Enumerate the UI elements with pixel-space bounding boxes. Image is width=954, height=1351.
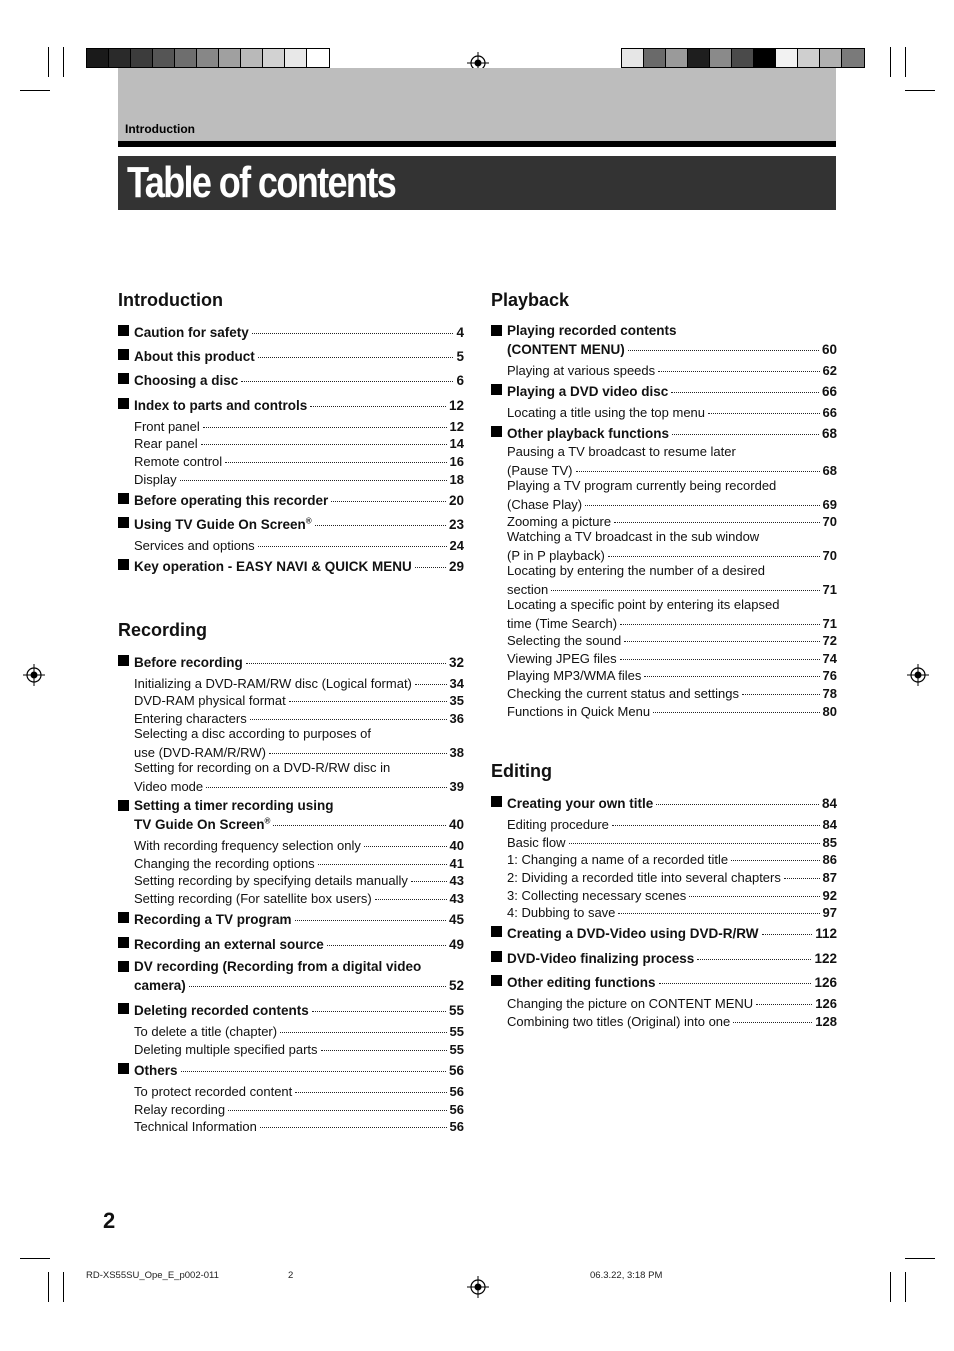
dot-leader: [327, 931, 446, 946]
toc-entry-label: Zooming a picture: [507, 514, 612, 529]
toc-entry-label-line1: Playing a TV program currently being recorded: [507, 478, 777, 493]
color-swatch: [798, 49, 820, 67]
toc-page-number: 126: [814, 975, 837, 990]
toc-main-entry[interactable]: [507, 948, 837, 967]
dot-leader: [315, 511, 446, 526]
crop-mark: [20, 90, 50, 91]
toc-sub-entry[interactable]: [507, 402, 837, 421]
toc-sub-entry[interactable]: [134, 759, 464, 795]
crop-mark: [905, 1272, 906, 1302]
color-swatch: [820, 49, 842, 67]
toc-page-number: 71: [822, 582, 837, 597]
toc-entry-label: Playing at various speeds: [507, 363, 656, 378]
dot-leader: [672, 420, 819, 435]
toc-entry-label-line1: Watching a TV broadcast in the sub window: [507, 529, 760, 544]
crop-mark: [905, 47, 906, 77]
toc-entry-label: About this product: [134, 349, 255, 364]
registration-mark-icon: [467, 1276, 489, 1298]
crop-mark: [20, 1258, 50, 1259]
toc-entry-label: Combining two titles (Original) into one: [507, 1014, 731, 1029]
dot-leader: [258, 532, 447, 547]
toc-entry-label: To protect recorded content: [134, 1084, 293, 1099]
toc-main-entry[interactable]: [134, 909, 464, 928]
toc-page-number: 97: [822, 905, 837, 920]
toc-sub-entry[interactable]: [134, 1039, 464, 1058]
dot-leader: [671, 378, 819, 393]
dot-leader: [295, 906, 446, 921]
dot-leader: [731, 846, 819, 861]
dot-leader: [620, 645, 820, 660]
dot-leader: [312, 997, 446, 1012]
toc-page-number: 40: [449, 838, 464, 853]
toc-page-number: 74: [822, 651, 837, 666]
dot-leader: [201, 430, 447, 445]
crop-mark: [48, 1272, 49, 1302]
dot-leader: [569, 829, 820, 844]
dot-leader: [784, 864, 820, 879]
color-swatch: [109, 49, 131, 67]
color-bars-right: [621, 48, 865, 68]
toc-entry-label: Deleting recorded contents: [134, 1003, 309, 1018]
toc-sub-entry[interactable]: [134, 1116, 464, 1135]
toc-page-number: 78: [822, 686, 837, 701]
toc-main-entry[interactable]: [134, 1060, 464, 1079]
toc-main-entry[interactable]: [507, 322, 837, 358]
toc-page-number: 85: [822, 835, 837, 850]
crop-mark: [63, 47, 64, 77]
dot-leader: [318, 850, 447, 865]
color-swatch: [776, 49, 798, 67]
toc-page-number: 35: [449, 693, 464, 708]
dot-leader: [585, 491, 819, 506]
dot-leader: [375, 885, 447, 900]
dot-leader: [189, 972, 446, 987]
toc-page-number: 72: [822, 633, 837, 648]
toc-page-number: 68: [822, 463, 837, 478]
registered-mark: ®: [305, 516, 312, 526]
color-swatch: [197, 49, 219, 67]
toc-page-number: 4: [456, 325, 464, 340]
toc-entry-label: Using TV Guide On Screen®: [134, 516, 312, 532]
dot-leader: [620, 610, 819, 625]
toc-page-number: 76: [822, 668, 837, 683]
dot-leader: [241, 367, 453, 382]
page-title: Table of contents: [127, 158, 396, 207]
toc-entry-label: section: [507, 582, 549, 597]
toc-entry-label: 2: Dividing a recorded title into several chapters: [507, 870, 781, 885]
dot-leader: [658, 357, 819, 372]
dot-leader: [331, 487, 446, 502]
toc-page-number: 71: [822, 616, 837, 631]
dot-leader: [411, 867, 447, 882]
toc-page-number: 36: [449, 711, 464, 726]
toc-main-entry[interactable]: [134, 490, 464, 509]
toc-entry-label: Playing a DVD video disc: [507, 384, 669, 399]
toc-entry-label: Deleting multiple specified parts: [134, 1042, 318, 1057]
toc-entry-label: Display: [134, 472, 177, 487]
toc-entry-label-line1: Selecting a disc according to purposes of: [134, 726, 372, 741]
toc-page-number: 80: [822, 704, 837, 719]
toc-entry-label: Front panel: [134, 419, 200, 434]
color-swatch: [153, 49, 175, 67]
toc-entry-label: 4: Dubbing to save: [507, 905, 616, 920]
toc-entry-label: Technical Information: [134, 1119, 257, 1134]
toc-entry-label: Caution for safety: [134, 325, 249, 340]
toc-page-number: 49: [448, 937, 464, 952]
toc-page-number: 52: [448, 978, 464, 993]
toc-page-number: 20: [448, 493, 464, 508]
toc-page-number: 87: [822, 870, 837, 885]
toc-page-number: 84: [821, 796, 837, 811]
color-swatch: [175, 49, 197, 67]
toc-entry-label: DVD-RAM physical format: [134, 693, 286, 708]
toc-entry-label: Creating a DVD-Video using DVD-R/RW: [507, 926, 759, 941]
dot-leader: [225, 448, 446, 463]
color-swatch: [263, 49, 285, 67]
crop-mark: [905, 1258, 935, 1259]
toc-entry-label: use (DVD-RAM/R/RW): [134, 745, 266, 760]
dot-leader: [280, 1018, 446, 1033]
toc-entry-label: With recording frequency selection only: [134, 838, 361, 853]
dot-leader: [310, 392, 446, 407]
toc-sub-entry[interactable]: [507, 562, 837, 598]
toc-page-number: 62: [822, 363, 837, 378]
toc-page-number: 38: [449, 745, 464, 760]
toc-page-number: 32: [448, 655, 464, 670]
color-swatch: [710, 49, 732, 67]
toc-page-number: 66: [822, 405, 837, 420]
toc-page-number: 41: [449, 856, 464, 871]
toc-page-number: 56: [449, 1119, 464, 1134]
toc-page-number: 14: [449, 436, 464, 451]
dot-leader: [273, 811, 446, 826]
toc-main-entry[interactable]: [507, 923, 837, 942]
toc-entry-label: Services and options: [134, 538, 255, 553]
dot-leader: [269, 739, 447, 754]
dot-leader: [321, 1036, 447, 1051]
dot-leader: [260, 1113, 447, 1128]
toc-sub-entry[interactable]: [134, 888, 464, 907]
color-swatch: [688, 49, 710, 67]
toc-entry-label: Viewing JPEG files: [507, 651, 617, 666]
dot-leader: [228, 1096, 446, 1111]
toc-entry-label: Rear panel: [134, 436, 198, 451]
color-swatch: [307, 49, 329, 67]
footer-date: 06.3.22, 3:18 PM: [590, 1270, 663, 1281]
dot-leader: [608, 542, 820, 557]
toc-entry-label: TV Guide On Screen®: [134, 816, 271, 832]
toc-main-entry[interactable]: [134, 652, 464, 671]
dot-leader: [206, 773, 446, 788]
toc-page-number: 43: [449, 891, 464, 906]
toc-entry-label: (Pause TV): [507, 463, 573, 478]
toc-entry-label: Initializing a DVD-RAM/RW disc (Logical format): [134, 676, 412, 691]
toc-entry-label: Recording an external source: [134, 937, 324, 952]
toc-entry-label: 3: Collecting necessary scenes: [507, 888, 687, 903]
toc-entry-label: 1: Changing a name of a recorded title: [507, 852, 729, 867]
toc-entry-label-line1: Playing recorded contents: [507, 323, 677, 338]
toc-entry-label: Entering characters: [134, 711, 247, 726]
toc-entry-label: Setting recording (For satellite box users): [134, 891, 372, 906]
toc-entry-label: DVD-Video finalizing process: [507, 951, 695, 966]
toc-entry-label: Other playback functions: [507, 426, 670, 441]
toc-entry-label-line1: Setting for recording on a DVD-R/RW disc in: [134, 760, 391, 775]
crop-mark: [890, 1272, 891, 1302]
toc-entry-label: Video mode: [134, 779, 204, 794]
toc-entry-label-line1: DV recording (Recording from a digital video: [134, 959, 422, 974]
toc-page-number: 55: [449, 1024, 464, 1039]
registration-mark-icon: [23, 664, 45, 686]
toc-sub-entry[interactable]: [507, 443, 837, 479]
color-swatch: [842, 49, 864, 67]
dot-leader: [415, 553, 446, 568]
dot-leader: [762, 920, 813, 935]
toc-page-number: 29: [448, 559, 464, 574]
toc-page-number: 56: [449, 1102, 464, 1117]
toc-entry-label: Changing the picture on CONTENT MENU: [507, 996, 754, 1011]
crop-mark: [48, 47, 49, 77]
toc-page-number: 122: [814, 951, 837, 966]
toc-main-entry[interactable]: [507, 381, 837, 400]
toc-page-number: 66: [821, 384, 837, 399]
toc-main-entry[interactable]: [134, 395, 464, 414]
toc-main-entry[interactable]: [134, 346, 464, 365]
toc-entry-label-line1: Locating a specific point by entering its elapsed: [507, 597, 780, 612]
toc-page-number: 55: [448, 1003, 464, 1018]
color-swatch: [622, 49, 644, 67]
toc-main-entry[interactable]: [507, 423, 837, 442]
heading-recording: Recording: [118, 620, 208, 640]
dot-leader: [689, 882, 819, 897]
toc-sub-entry[interactable]: [507, 701, 837, 720]
toc-entry-label: Remote control: [134, 454, 223, 469]
dot-leader: [708, 399, 820, 414]
toc-page-number: 84: [822, 817, 837, 832]
toc-page-number: 68: [821, 426, 837, 441]
toc-page-number: 86: [822, 852, 837, 867]
toc-page-number: 92: [822, 888, 837, 903]
registration-mark-icon: [907, 664, 929, 686]
dot-leader: [733, 1008, 812, 1023]
color-bars-left: [86, 48, 330, 68]
section-label: Introduction: [125, 122, 195, 136]
toc-page-number: 5: [456, 349, 464, 364]
toc-page-number: 45: [448, 912, 464, 927]
toc-page-number: 56: [448, 1063, 464, 1078]
dot-leader: [250, 705, 447, 720]
color-swatch: [87, 49, 109, 67]
dot-leader: [576, 457, 820, 472]
toc-page-number: 128: [815, 1014, 837, 1029]
toc-entry-label-line1: Setting a timer recording using: [134, 798, 334, 813]
dot-leader: [614, 508, 819, 523]
toc-page-number: 55: [449, 1042, 464, 1057]
toc-sub-entry[interactable]: [134, 535, 464, 554]
toc-entry-label: Editing procedure: [507, 817, 609, 832]
toc-page-number: 23: [448, 517, 464, 532]
toc-main-entry[interactable]: [134, 934, 464, 953]
footer-file: RD-XS55SU_Ope_E_p002-011: [86, 1270, 219, 1281]
toc-entry-label: Basic flow: [507, 835, 566, 850]
dot-leader: [656, 790, 819, 805]
dot-leader: [246, 649, 446, 664]
dot-leader: [415, 670, 447, 685]
toc-page-number: 60: [821, 342, 837, 357]
toc-page-number: 24: [449, 538, 464, 553]
registered-mark: ®: [264, 816, 271, 826]
toc-page-number: 112: [815, 926, 837, 941]
dot-leader: [659, 969, 812, 984]
toc-entry-label: Functions in Quick Menu: [507, 704, 651, 719]
toc-sub-entry[interactable]: [134, 725, 464, 761]
toc-main-entry[interactable]: [134, 556, 464, 575]
toc-page-number: 18: [449, 472, 464, 487]
dot-leader: [612, 811, 820, 826]
dot-leader: [180, 466, 447, 481]
toc-entry-label: Selecting the sound: [507, 633, 622, 648]
dot-leader: [644, 662, 819, 677]
toc-entry-label: Playing MP3/WMA files: [507, 668, 642, 683]
dot-leader: [653, 698, 819, 713]
toc-page-number: 6: [456, 373, 464, 388]
toc-entry-label: time (Time Search): [507, 616, 618, 631]
toc-sub-entry[interactable]: [134, 469, 464, 488]
dot-leader: [181, 1057, 446, 1072]
dot-leader: [289, 687, 447, 702]
toc-sub-entry[interactable]: [507, 528, 837, 564]
toc-entry-label: Relay recording: [134, 1102, 226, 1117]
toc-entry-label: Checking the current status and settings: [507, 686, 739, 701]
toc-entry-label: Others: [134, 1063, 178, 1078]
toc-entry-label-line1: Locating by entering the number of a desired: [507, 563, 766, 578]
toc-main-entry[interactable]: [134, 370, 464, 389]
toc-page-number: 40: [448, 817, 464, 832]
toc-page-number: 126: [815, 996, 837, 1011]
color-swatch: [285, 49, 307, 67]
toc-sub-entry[interactable]: [507, 360, 837, 379]
dot-leader: [742, 680, 820, 695]
toc-page-number: 16: [449, 454, 464, 469]
heading-playback: Playback: [491, 290, 570, 310]
toc-main-entry[interactable]: [134, 797, 464, 833]
color-swatch: [219, 49, 241, 67]
crop-mark: [63, 1272, 64, 1302]
dot-leader: [756, 990, 812, 1005]
toc-main-entry[interactable]: [134, 514, 464, 533]
toc-main-entry[interactable]: [507, 793, 837, 812]
dot-leader: [258, 343, 454, 358]
toc-main-entry[interactable]: [134, 1000, 464, 1019]
toc-page-number: 70: [822, 548, 837, 563]
toc-page-number: 39: [449, 779, 464, 794]
toc-entry-label: To delete a title (chapter): [134, 1024, 278, 1039]
toc-entry-label: (Chase Play): [507, 497, 583, 512]
color-swatch: [732, 49, 754, 67]
toc-page-number: 43: [449, 873, 464, 888]
toc-entry-label-line1: Pausing a TV broadcast to resume later: [507, 444, 736, 459]
dot-leader: [697, 945, 811, 960]
toc-sub-entry[interactable]: [507, 902, 837, 921]
toc-page-number: 12: [449, 419, 464, 434]
toc-main-entry[interactable]: [134, 958, 464, 994]
heading-editing: Editing: [491, 761, 552, 781]
toc-entry-label: Setting recording by specifying details manually: [134, 873, 408, 888]
crop-mark: [890, 47, 891, 77]
dot-leader: [628, 336, 819, 351]
toc-page-number: 12: [448, 398, 464, 413]
toc-page-number: 56: [449, 1084, 464, 1099]
toc-page-number: 34: [449, 676, 464, 691]
dot-leader: [295, 1078, 446, 1093]
crop-mark: [905, 90, 935, 91]
toc-entry-label: Other editing functions: [507, 975, 656, 990]
toc-entry-label: (P in P playback): [507, 548, 605, 563]
dot-leader: [551, 576, 819, 591]
toc-page-number: 69: [822, 497, 837, 512]
dot-leader: [252, 319, 454, 334]
header-band: [118, 68, 836, 141]
color-swatch: [754, 49, 776, 67]
toc-entry-label: Before recording: [134, 655, 243, 670]
toc-entry-label: camera): [134, 978, 186, 993]
toc-entry-label: Recording a TV program: [134, 912, 292, 927]
toc-entry-label: Choosing a disc: [134, 373, 239, 388]
dot-leader: [624, 627, 819, 642]
dot-leader: [618, 899, 819, 914]
toc-entry-label: Before operating this recorder: [134, 493, 329, 508]
color-swatch: [131, 49, 153, 67]
color-swatch: [666, 49, 688, 67]
toc-entry-label: (CONTENT MENU): [507, 342, 625, 357]
toc-entry-label: Key operation - EASY NAVI & QUICK MENU: [134, 559, 412, 574]
toc-page-number: 70: [822, 514, 837, 529]
toc-entry-label: Changing the recording options: [134, 856, 315, 871]
header-rule: [118, 141, 836, 147]
toc-sub-entry[interactable]: [507, 1011, 837, 1030]
toc-entry-label: Index to parts and controls: [134, 398, 308, 413]
dot-leader: [203, 413, 447, 428]
dot-leader: [364, 832, 447, 847]
toc-entry-label: Locating a title using the top menu: [507, 405, 706, 420]
heading-introduction: Introduction: [118, 290, 223, 310]
toc-entry-label: Creating your own title: [507, 796, 654, 811]
color-swatch: [241, 49, 263, 67]
toc-main-entry[interactable]: [134, 322, 464, 341]
toc-main-entry[interactable]: [507, 972, 837, 991]
footer-page: 2: [288, 1270, 294, 1281]
color-swatch: [644, 49, 666, 67]
page-number: 2: [103, 1208, 116, 1233]
